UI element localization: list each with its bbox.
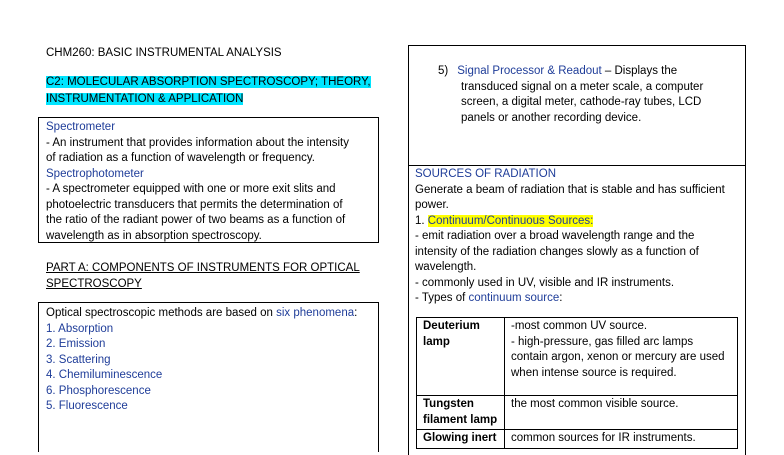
continuum-sources-heading: 1. Continuum/Continuous Sources: [415, 214, 594, 227]
source-name-cell: Glowing inert [417, 430, 505, 449]
sources-content: SOURCES OF RADIATION Generate a beam of radiation that is stable and has sufficient power. 1. Continuum/Continuous Sources: - emit radiation over a broad wavelength range and the intensity of the radiation changes slowly as a function of wavelength. - commonly used in UV, visible and IR instruments. - Types of continuum source: [415, 167, 725, 307]
part-a-heading: PART A: COMPONENTS OF INSTRUMENTS FOR OPTICAL SPECTROSCOPY [46, 262, 360, 290]
term-spectrometer: Spectrometer [46, 121, 116, 133]
source-desc-cell: the most common visible source. [505, 396, 738, 430]
def-spectrometer-line2: of radiation as a function of wavelength or frequency. [46, 152, 315, 164]
table-row [417, 318, 738, 396]
phenomena-intro: Optical spectroscopic methods are based on six phenomena: [46, 307, 358, 319]
phenomenon-phosphorescence: 6. Phosphorescence [46, 384, 151, 397]
def-spectrophotometer-line3: the ratio of the radiant power of two beams as a function of [46, 214, 346, 226]
def-spectrophotometer-line2: photoelectric transducers that permits the determination of [46, 198, 343, 211]
table-row [417, 430, 738, 449]
def-spectrophotometer-line4: wavelength as in absorption spectroscopy. [46, 229, 262, 242]
table-row [417, 396, 738, 430]
chapter-title-line2: INSTRUMENTATION & APPLICATION [46, 92, 244, 105]
sources-heading: SOURCES OF RADIATION [415, 168, 556, 180]
phenomenon-emission: 2. Emission [46, 338, 106, 350]
source-desc-cell: -most common UV source. - high-pressure, gas filled arc lamps contain argon, xenon or mercury are used when intense source is required. [505, 318, 738, 396]
phenomenon-scattering: 3. Scattering [46, 353, 111, 366]
continuum-sources-table [416, 317, 738, 449]
phenomenon-absorption: 1. Absorption [46, 322, 114, 335]
phenomena-box [38, 302, 379, 452]
def-spectrometer-line1: - An instrument that provides information about the intensity [46, 136, 349, 149]
chapter-title [46, 75, 371, 107]
chapter-title-line1: C2: MOLECULAR ABSORPTION SPECTROSCOPY; THEORY, [46, 76, 371, 88]
phenomenon-chemiluminescence: 4. Chemiluminescence [46, 369, 163, 381]
source-name-cell: Deuterium lamp [417, 318, 505, 396]
term-spectrophotometer: Spectrophotometer [46, 167, 144, 180]
signal-processor-title: Signal Processor & Readout [457, 65, 602, 77]
source-name-cell: Tungsten filament lamp [417, 396, 505, 430]
six-phenomena-text: six phenomena [276, 307, 355, 319]
source-desc-cell: common sources for IR instruments. [505, 430, 738, 449]
def-spectrophotometer-line1: - A spectrometer equipped with one or more exit slits and [46, 183, 336, 195]
phenomenon-fluorescence: 5. Fluorescence [46, 400, 128, 412]
course-title: CHM260: BASIC INSTRUMENTAL ANALYSIS [46, 47, 282, 59]
types-line: - Types of continuum source: [415, 292, 563, 304]
signal-processor-item: 5) Signal Processor & Readout – Displays the transduced signal on a meter scale, a computer screen, a digital meter, cathode-ray tubes, LCD panels or another recording device. [438, 65, 704, 124]
item-number: 5) [438, 65, 449, 77]
definitions-box [38, 117, 379, 243]
